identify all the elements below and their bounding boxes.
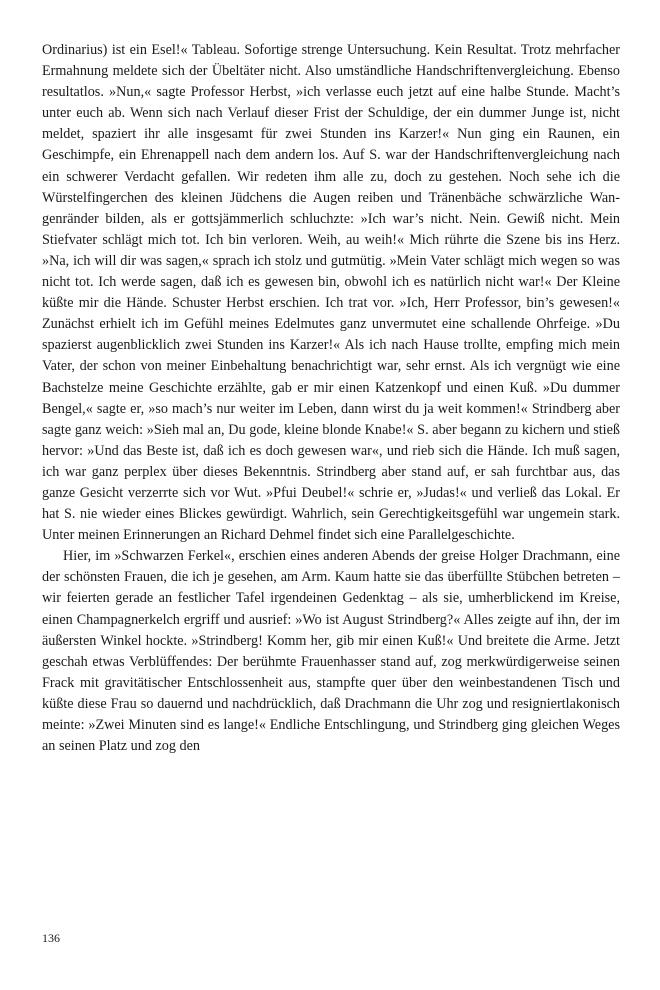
- book-page-text: [42, 40, 620, 757]
- paragraph-1: Ordinarius) ist ein Esel!« Tableau. Sofortige strenge Untersuchung. Kein Resultat. Trotz mehrfacher Ermahnung meldete sich der Übeltäter nicht. Also umständliche Handschriftenvergleichung. Ebenso resultatlos. »Nun,« sagte Professor Herbst, »ich verlasse euch jetzt auf eine halbe Stunde. Macht’s unter euch ab. Wenn sich nach Verlauf dieser Frist der Schuldige, der ein dummer Junge ist, nicht meldet, spaziert ihr alle insgesamt für zwei Stunden ins Karzer!« Nun ging ein Raunen, ein Geschimpfe, ein Ehrenappell nach dem andern los. Auf S. war der Handschriftenvergleichung nach ein schwerer Verdacht gefallen. Wir redeten ihm alle zu, doch zu gestehen. Noch sehe ich die Würstelfingerchen des kleinen Jüdchens die Augen reiben und Tränenbäche schwärzliche Wangenränder bilden, als er gottsjämmerlich schluchzte: »Ich war’s nicht. Nein. Gewiß nicht. Mein Stiefvater schlägt mich tot. Ich bin verloren. Weih, au weih!« Mich rührte die Szene bis ins Herz. »Na, ich will dir was sagen,« sprach ich stolz und gutmütig. »Mein Vater schlägt mich wegen so was nicht tot. Ich werde sagen, daß ich es gewesen bin, obwohl ich es natürlich nicht war!« Der Kleine küßte mir die Hände. Schuster Herbst erschien. Ich trat vor. »Ich, Herr Professor, bin’s gewesen!« Zunächst erhielt ich im Gefühl meines Edelmutes ganz unvermutet eine schallende Ohrfeige. »Du spazierst augenblicklich zwei Stunden ins Karzer!« Als ich nach Hause trollte, empfing mich mein Vater, der schon von meiner Einbehaltung benachrichtigt war, sehr ernst. Als ich vergnügt wie eine Bachstelze meine Geschichte erzählte, gab er mir einen Katzenkopf und einen Kuß. »Du dummer Bengel,« sagte er, »so mach’s nur weiter im Leben, dann wirst du ja weit kommen!« Strindberg aber sagte ganz weich: »Sieh mal an, Du gode, kleine blonde Knabe!« S. aber begann zu kichern und stieß hervor: »Und das Beste ist, daß ich es doch gewesen war«, und rieb sich die Hände. Ich muß sagen, ich war ganz perplex über dieses Bekenntnis. Strindberg aber stand auf, er sah furchtbar aus, das ganze Gesicht verzerrte sich vor Wut. »Pfui Deubel!« schrie er, »Judas!« und verließ das Lokal. Er hat S. nie wieder eines Blickes gewürdigt. Wahrlich, sein Gerechtigkeitsgefühl war ungemein stark. Unter meinen Erinnerungen an Richard Dehmel findet sich eine Parallelgeschichte.: [42, 42, 620, 544]
- paragraph-2: Hier, im »Schwarzen Ferkel«, erschien eines anderen Abends der greise Holger Drachmann, eine der schönsten Frauen, die ich je gesehen, am Arm. Kaum hatte sie das überfüllte Stübchen betreten – wir feierten gerade an festlicher Tafel irgendeinen Gedenktag – als sie, umherblickend im Kreise, einen Champagnerkelch ergriff und ausrief: »Wo ist August Strindberg?« Alles zeigte auf ihn, der im äußersten Winkel hockte. »Strindberg! Komm her, gib mir einen Kuß!« Und breitete die Arme. Jetzt geschah etwas Verblüffendes: Der berühmte Frauenhasser stand auf, zog merkwürdigerweise seinen Frack mit gravitätischer Entschlossenheit aus, stampfte quer über den weinbestandenen Tisch und küßte diese Frau so dauernd und nachdrücklich, daß Drachmann die Uhr zog und resigniertlakonisch meinte: »Zwei Minuten sind es lange!« Endliche Entschlingung, und Strindberg ging gleichen Weges an seinen Platz und zog den: [42, 548, 620, 755]
- page-number: 136: [42, 931, 60, 945]
